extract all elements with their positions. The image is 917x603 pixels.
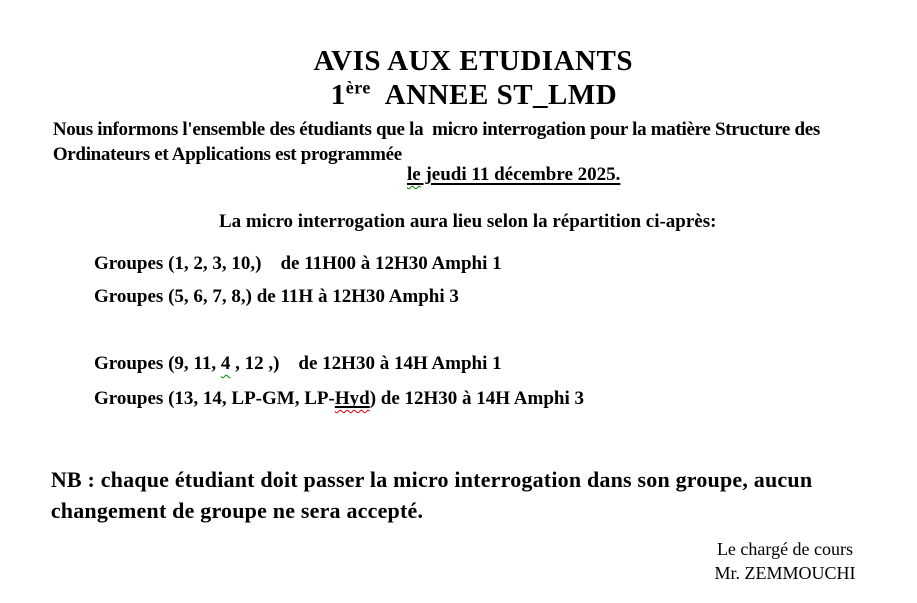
group-3-rest: , 12 ,) de 12H30 à 14H Amphi 1 (230, 353, 502, 374)
intro-text-1: Nous informons l'ensemble des étudiants que la micro interrogation pour la matière Structure des (52, 119, 820, 140)
group-4-prefix: Groupes (13, 14, LP-GM, LP- (94, 388, 335, 409)
schedule-intro-text: La micro interrogation aura lieu selon la répartition ci-après: (219, 211, 717, 232)
grammar-check-flagged-word: le (407, 164, 421, 185)
group-4-underlined-part (335, 388, 370, 409)
spellcheck-flagged-word: Hyd (334, 388, 370, 409)
exam-date-underlined (407, 164, 620, 185)
group-3-prefix: Groupes (9, 11, (94, 353, 221, 374)
signature-name: Mr. ZEMMOUCHI (714, 563, 856, 583)
nb-text-2: changement de groupe ne sera accepté. (50, 498, 424, 523)
group-schedule-line-2 (75, 264, 459, 330)
exam-date-text: jeudi 11 décembre 2025. (420, 164, 621, 185)
group-4-rest: ) de 12H30 à 14H Amphi 3 (369, 388, 585, 409)
signature-block (660, 537, 910, 585)
title-year-rest: ANNEE ST_LMD (370, 79, 618, 111)
group-schedule-line-4 (75, 366, 584, 432)
title-year-number: 1 (330, 79, 346, 111)
group-2-text: Groupes (5, 6, 7, 8,) de 11H à 12H30 Amphi 3 (94, 286, 459, 307)
intro-text-2: Ordinateurs et Applications est programmée (52, 144, 402, 165)
signature-role: Le chargé de cours (716, 539, 854, 559)
title-text: AVIS AUX ETUDIANTS (313, 45, 633, 77)
title-ordinal-superscript: ère (345, 77, 371, 98)
nb-text-1: NB : chaque étudiant doit passer la micro interrogation dans son groupe, aucun (50, 467, 813, 492)
intro-paragraph-line-2 (35, 122, 402, 188)
group-1-text: Groupes (1, 2, 3, 10,) de 11H00 à 12H30 Amphi 1 (94, 253, 502, 274)
grammar-check-flagged-number: 4 (220, 353, 231, 374)
nb-note-line-2 (28, 472, 423, 550)
